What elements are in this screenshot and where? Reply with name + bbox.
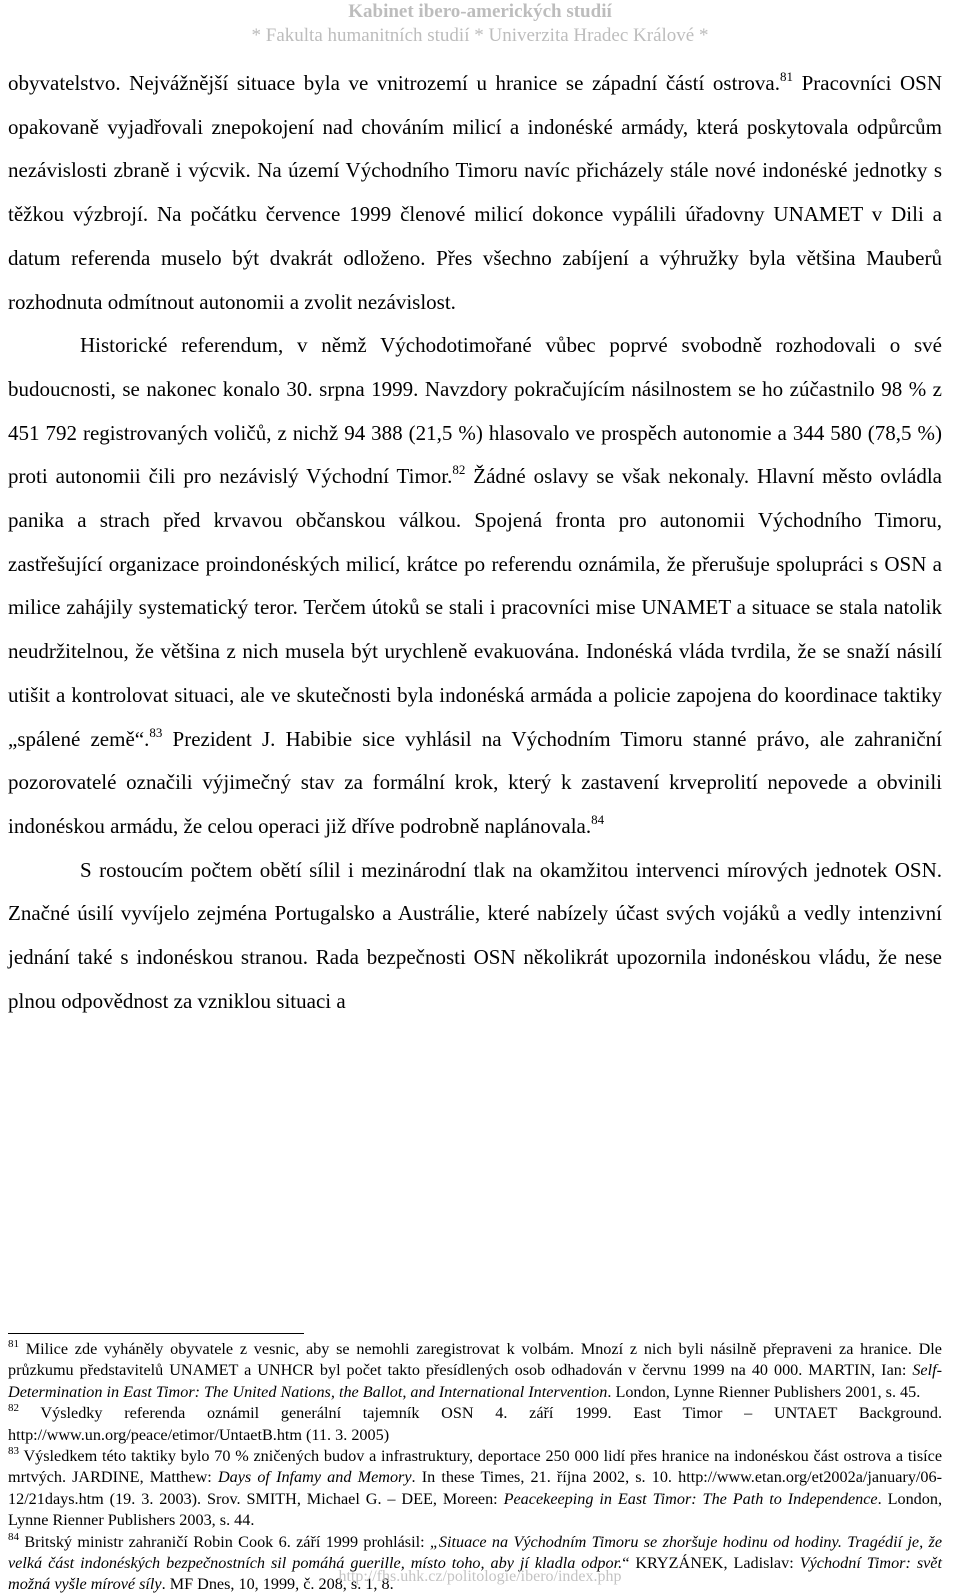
footnote-quote: „Situace na Východním Timoru se zhoršuje hodinu od hodiny. Tragédií je, že velká část indonéských bezpečnostních sil pomáhá guerille, místo toho, aby jí kladla odpor. bbox=[8, 1532, 943, 1573]
footnote-ref-81[interactable]: 81 bbox=[780, 69, 794, 84]
paragraph-2-text-b: Žádné oslavy se však nekonaly. Hlavní město ovládla panika a strach před krvavou občanskou válkou. Spojená fronta pro autonomii Východního Timoru, zastřešující organizace proindonéských milicí, krátce po referendu oznámila, že přerušuje spolupráci s OSN a milice zahájily systematický teror. Terčem útoků se stali i pracovníci mise UNAMET a situace se stala natolik neudržitelnou, že většina z nich musela být urychleně evakuována. Indonéská vláda tvrdila, že se snaží násilí utišit a kontrolovat situaci, ale ve skutečnosti byla indonéská armáda a policie zapojena do koordinace taktiky „spálené země“. bbox=[8, 464, 942, 751]
paragraph-1-text-a: obyvatelstvo. Nejvážnější situace byla ve vnitrozemí u hranice se západní částí ostrova. bbox=[8, 71, 781, 95]
footnote-number: 83 bbox=[8, 1445, 19, 1458]
header-subtitle: * Fakulta humanitních studií * Univerzita Hradec Králové * bbox=[251, 25, 709, 46]
footnote-ref-84[interactable]: 84 bbox=[591, 811, 605, 827]
paragraph-1-text-b: Pracovníci OSN opakovaně vyjadřovali znepokojení nad chováním milicí a indonéské armády, která poskytovala odpůrcům nezávislosti zbraně i výcvik. Na území Východního Timoru navíc přicházely stále nové indonéské jednotky s těžkou výzbrojí. Na počátku července 1999 členové milicí dokonce vypálili úřadovny UNAMET v Dili a datum referenda muselo být dvakrát odloženo. Přes všechno zabíjení a výhružky byla většina Mauberů rozhodnuta odmítnout autonomii a zvolit nezávislost. bbox=[8, 71, 942, 314]
footnote-separator bbox=[8, 1333, 304, 1334]
footnote-title: Self-Determination in East Timor: The United Nations, the Ballot, and International Intervention bbox=[8, 1361, 942, 1401]
footnote-number: 82 bbox=[8, 1402, 19, 1415]
footnote-82 bbox=[8, 1403, 942, 1446]
paragraph-2-text-c: Prezident J. Habibie sice vyhlásil na Východním Timoru stanné právo, ale zahraniční pozorovatelé označili výjimečný stav za formální krok, který k zastavení krveprolití nepovede a obvinili indonéskou armádu, že celou operaci již dříve podrobně naplánovala. bbox=[8, 726, 942, 838]
footnotes bbox=[8, 1339, 942, 1596]
footnote-title: Days of Infamy and Memory bbox=[217, 1468, 412, 1487]
footnote-title: Peacekeeping in East Timor: The Path to Independence bbox=[503, 1489, 878, 1508]
footnote-81 bbox=[8, 1339, 942, 1403]
footnote-text: Výsledkem této taktiky bylo 70 % zničených budov a infrastruktury, deportace 250 000 lidí přes hranice na indonéskou část ostrova a tisíce mrtvých. JARDINE, Matthew: bbox=[8, 1447, 942, 1487]
paragraph-1 bbox=[8, 62, 942, 324]
footnote-text: . MF Dnes, 10, 1999, č. 208, s. 1, 8. bbox=[161, 1575, 394, 1594]
footnote-text: . London, Lynne Rienner Publishers 2001, s. 45. bbox=[607, 1382, 921, 1401]
footnote-text: “ KRYZÁNEK, Ladislav: bbox=[622, 1554, 800, 1573]
footnote-83 bbox=[8, 1446, 942, 1532]
page-footer-url: http://fhs.uhk.cz/politologie/ibero/index.php bbox=[338, 1568, 622, 1585]
footnote-ref-82[interactable]: 82 bbox=[452, 462, 466, 478]
footnote-title: Východní Timor: svět možná vyšle mírové síly bbox=[8, 1554, 942, 1594]
main-text bbox=[8, 62, 942, 1023]
page-header bbox=[0, 0, 960, 48]
paragraph-2 bbox=[8, 324, 942, 848]
footnote-text: Milice zde vyháněly obyvatele z vesnic, aby se nemohli zaregistrovat k volbám. Mnozí z nich byli násilně přepraveni za hranice. Dle průzkumu představitelů UNAMET a UNHCR byl počet takto přesídlených osob odhadován v červnu 1999 na 40 000. MARTIN, Ian: bbox=[8, 1340, 942, 1380]
paragraph-3: S rostoucím počtem obětí sílil i mezinárodní tlak na okamžitou intervenci mírových jednotek OSN. Značné úsilí vyvíjelo zejména Portugalsko a Austrálie, které nabízely účast svých vojáků a vedly intenzivní jednání také s indonéskou stranou. Rada bezpečnosti OSN několikrát upozornila indonéskou vládu, že nese plnou odpovědnost za vzniklou situaci a bbox=[8, 857, 942, 1013]
footnote-text: . In these Times, 21. října 2002, s. 10. http://www.etan.org/et2002a/january/06-12/21days.htm (19. 3. 2003). Srov. SMITH, Michael G. – DEE, Moreen: bbox=[8, 1468, 942, 1508]
footnote-text: . London, Lynne Rienner Publishers 2003, s. 44. bbox=[8, 1489, 942, 1530]
footnote-number: 81 bbox=[8, 1338, 19, 1350]
paragraph-2-text-a: Historické referendum, v němž Východotimořané vůbec poprvé svobodně rozhodovali o své budoucnosti, se nakonec konalo 30. srpna 1999. Navzdory pokračujícím násilnostem se ho zúčastnilo 98 % z 451 792 registrovaných voličů, z nichž 94 388 (21,5 %) hlasovalo ve prospěch autonomie a 344 580 (78,5 %) proti autonomii čili pro nezávislý Východní Timor. bbox=[8, 333, 942, 489]
footnote-text: Výsledky referenda oznámil generální tajemník OSN 4. září 1999. East Timor – UNTAET Background. http://www.un.org/peace/etimor/UntaetB.htm (11. 3. 2005) bbox=[8, 1404, 942, 1444]
footnote-ref-83[interactable]: 83 bbox=[149, 724, 163, 740]
footnote-text: Britský ministr zahraničí Robin Cook 6. září 1999 prohlásil: bbox=[19, 1532, 430, 1551]
footnote-number: 84 bbox=[8, 1530, 19, 1543]
header-title: Kabinet ibero-amerických studií bbox=[348, 1, 612, 22]
